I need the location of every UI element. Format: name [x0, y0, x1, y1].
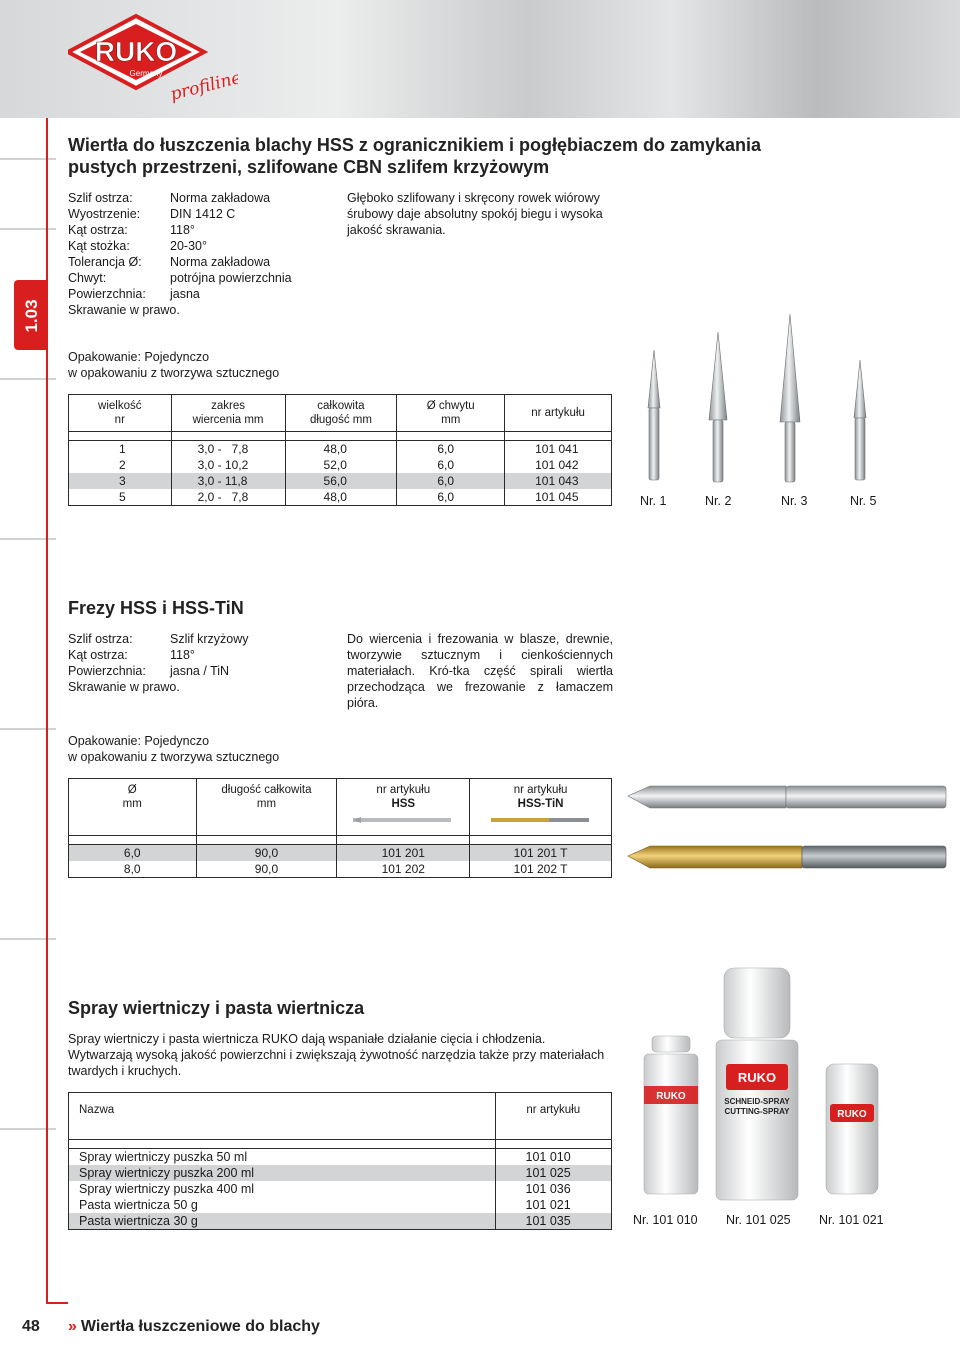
spec-value: jasna [170, 287, 200, 301]
spray-can-50ml [644, 1036, 698, 1194]
table-row: 1 3,0 - 7,8 48,0 6,0 101 041 [69, 441, 612, 458]
packaging-line: w opakowaniu z tworzywa sztucznego [68, 366, 280, 380]
spec-value: Szlif krzyżowy [170, 632, 249, 646]
hss-cutter [628, 786, 946, 808]
step-drill-3 [780, 314, 800, 482]
footer-title [68, 1318, 320, 1336]
product-caption: Nr. 101 021 [819, 1213, 884, 1227]
table-row: Spray wiertniczy puszka 50 ml 101 010 [69, 1149, 612, 1166]
spec-key: Chwyt: [68, 271, 107, 285]
tin-cutter [628, 846, 946, 868]
step-drill-5 [854, 360, 866, 480]
brand-line-text: profiline [168, 67, 238, 105]
packaging-line: Opakowanie: Pojedynczo [68, 350, 210, 364]
spec-key: Powierzchnia: [68, 664, 146, 678]
spec-value: 118° [170, 223, 195, 237]
spec-value: 20-30° [170, 239, 207, 253]
section1-specs [68, 190, 328, 318]
can-brand: RUKO [837, 1109, 867, 1120]
spec-key: Kąt ostrza: [68, 223, 128, 237]
brand-sub-text: Germany [129, 69, 163, 78]
page-number: 48 [22, 1318, 40, 1335]
spray-can-200ml [716, 968, 798, 1200]
spec-key: Szlif ostrza: [68, 191, 133, 205]
spec-key: Kąt stożka: [68, 239, 130, 253]
can-brand: RUKO [737, 1070, 777, 1085]
table-row: Spray wiertniczy puszka 200 ml 101 025 [69, 1165, 612, 1181]
section2-packaging [68, 733, 279, 765]
packaging-line: Opakowanie: Pojedynczo [68, 734, 210, 748]
section2-title: Frezy HSS i HSS-TiN [68, 598, 244, 618]
product-caption: Nr. 101 025 [726, 1213, 791, 1227]
section1-title: Wiertła do łuszczenia blachy HSS z ogranicznikiem i pogłębiaczem do zamykania pustych przestrzeni, szlifowane CBN szlifem krzyżowym [68, 135, 762, 177]
spec-value: potrójna powierzchnia [170, 271, 292, 285]
table-header: nr artykułu [505, 395, 612, 432]
paste-tube-50g [826, 1064, 878, 1194]
can-label: CUTTING-SPRAY [724, 1107, 790, 1116]
spec-value: jasna / TiN [170, 664, 230, 678]
packaging-line: w opakowaniu z tworzywa sztucznego [68, 750, 280, 764]
brand-text: RUKO [94, 36, 178, 67]
table-header: nr artykułu HSS-TiN [470, 779, 612, 836]
can-label: SCHNEID-SPRAY [724, 1097, 790, 1106]
footer-title-text: Wiertła łuszczeniowe do blachy [80, 1318, 320, 1335]
table-row: 8,0 90,0 101 202 101 202 T [69, 861, 612, 878]
table-header: Ø chwytu mm [397, 395, 505, 432]
table-header: Nazwa [69, 1093, 496, 1140]
step-drill-1 [648, 350, 660, 480]
table-header: Ø mm [69, 779, 197, 836]
section3-table [68, 1092, 612, 1230]
cutters-image [626, 778, 952, 874]
section2-specs [68, 631, 328, 695]
table-row: Spray wiertniczy puszka 400 ml 101 036 [69, 1181, 612, 1197]
drill-caption: Nr. 1 [640, 494, 667, 508]
section1-table [68, 394, 612, 506]
table-header: długość całkowita mm [196, 779, 337, 836]
table-header: całkowita długość mm [285, 395, 397, 432]
tin-cutter-icon [491, 815, 591, 825]
red-horizontal-rule [46, 1302, 68, 1304]
section1-packaging [68, 349, 279, 381]
hss-cutter-icon [353, 815, 453, 825]
section1-description: Głęboko szlifowany i skręcony rowek wiórowy śrubowy daje absolutny spokój biegu i wysoka jakość skrawania. [347, 191, 603, 237]
drill-caption: Nr. 2 [705, 494, 732, 508]
spec-key: Skrawanie w prawo. [68, 680, 180, 694]
section-tab [14, 280, 48, 350]
spec-value: Norma zakładowa [170, 255, 271, 269]
spec-value: 118° [170, 648, 195, 662]
drill-caption: Nr. 5 [850, 494, 877, 508]
section2-description: Do wiercenia i frezowania w blasze, drewnie, tworzywie sztucznym i cienkościennych materiałach. Kró-tka część spirali wiertła przechodząca we frezowanie z łamaczem pióra. [347, 632, 613, 710]
table-row: 2 3,0 - 10,2 52,0 6,0 101 042 [69, 457, 612, 473]
spray-products-image [630, 964, 900, 1204]
table-row: Pasta wiertnicza 30 g 101 035 [69, 1213, 612, 1230]
table-header: wielkość nr [69, 395, 172, 432]
section3-title: Spray wiertniczy i pasta wiertnicza [68, 998, 365, 1018]
spec-value: Norma zakładowa [170, 191, 271, 205]
table-header: nr artykułu [495, 1093, 612, 1140]
product-caption: Nr. 101 010 [633, 1213, 698, 1227]
table-header: nr artykułu HSS [337, 779, 470, 836]
step-drill-2 [709, 332, 727, 482]
spec-key: Wyostrzenie: [68, 207, 141, 221]
section-tab-label: 1.03 [22, 299, 41, 333]
table-row: Pasta wiertnicza 50 g 101 021 [69, 1197, 612, 1213]
ruko-logo [68, 12, 238, 108]
can-brand: RUKO [656, 1091, 686, 1102]
spec-value: DIN 1412 C [170, 207, 236, 221]
table-row: 3 3,0 - 11,8 56,0 6,0 101 043 [69, 473, 612, 489]
drill-caption: Nr. 3 [781, 494, 808, 508]
step-drills-image [630, 310, 890, 490]
section3-description: Spray wiertniczy i pasta wiertnicza RUKO dają wspaniałe działanie cięcia i chłodzenia. Wytwarzają wysoką jakość powierzchni i zwiększają żywotność narzędzia także przy materiałach twardych i kruchych. [68, 1032, 605, 1078]
spec-key: Powierzchnia: [68, 287, 146, 301]
table-row: 6,0 90,0 101 201 101 201 T [69, 845, 612, 862]
table-row: 5 2,0 - 7,8 48,0 6,0 101 045 [69, 489, 612, 506]
table-header: zakres wiercenia mm [171, 395, 285, 432]
chevron-icon: » [68, 1318, 77, 1335]
spec-key: Szlif ostrza: [68, 632, 133, 646]
spec-key: Tolerancja Ø: [68, 255, 142, 269]
spec-key: Kąt ostrza: [68, 648, 128, 662]
section2-table [68, 778, 612, 878]
spec-key: Skrawanie w prawo. [68, 303, 180, 317]
